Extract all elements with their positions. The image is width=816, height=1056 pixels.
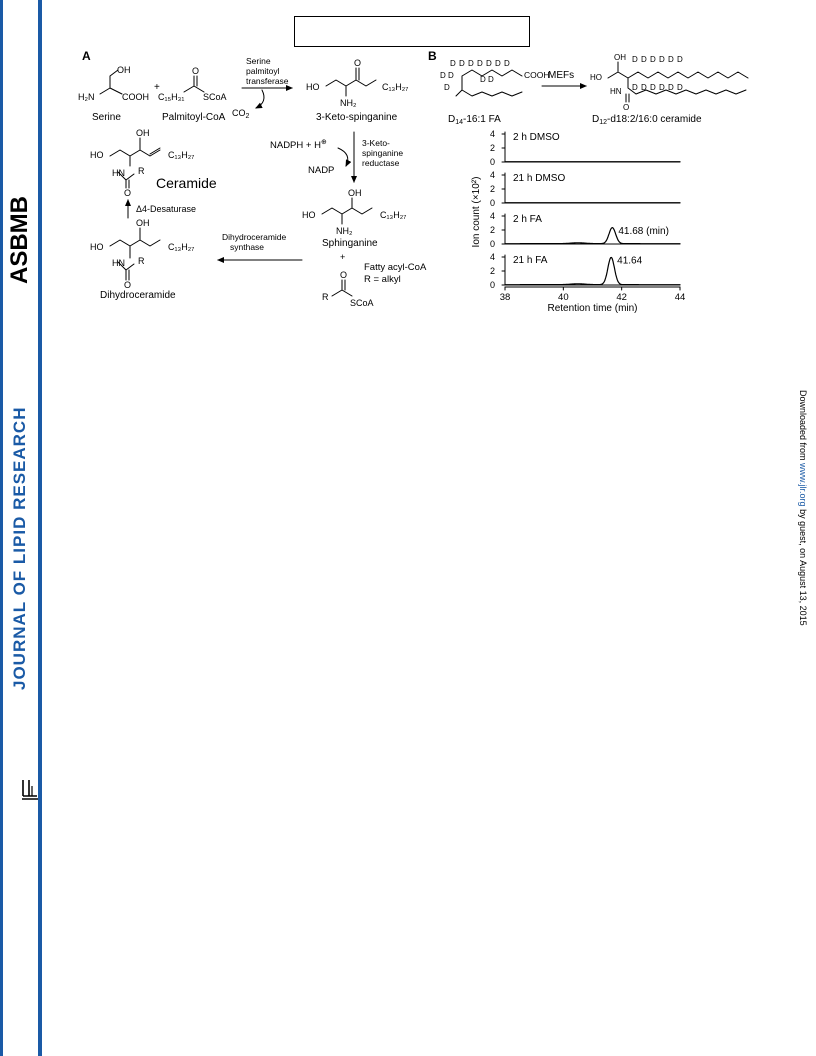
serine-h2n: H₂N [78,92,95,102]
dihydroceramide-o: O [124,280,132,290]
asbmb-logo: ASBMB [6,196,33,284]
enzyme2-line3: reductase [362,158,400,168]
keto-ho: HO [306,82,320,92]
sidebar-left-rule [0,0,3,1056]
dihydroceramide-hn: HN [112,258,125,268]
sphinganine-nh2: NH₂ [336,226,353,236]
enzyme1-line3: transferase [246,76,289,86]
acyl-structure [332,280,352,296]
peak-label-2: 41.68 (min) [618,225,669,237]
palmitoyl-scoa: SCoA [203,92,227,102]
plus-2: + [340,252,346,262]
fa-cooh: COOH [524,70,550,80]
y-tick-label-3-4: 4 [489,252,495,262]
jlr-logo-icon [20,778,40,800]
download-suffix: by guest, on August 13, 2015 [798,506,808,626]
enzyme3-line2: synthase [230,242,265,252]
panel-a-label: A [82,49,91,63]
x-tick-label-40: 40 [558,292,569,303]
enzyme2-line1: 3-Keto- [362,138,390,148]
d12-o: O [623,103,630,112]
mefs-label: MEFs [548,70,575,81]
dihydroceramide-label: Dihydroceramide [100,290,176,301]
y-tick-label-2-0: 0 [489,239,495,249]
nadph-label: NADPH + H⊕ [270,139,327,151]
y-tick-label-1-0: 0 [489,198,495,208]
enzyme2-line2: spinganine [362,148,404,158]
serine-label: Serine [92,112,121,123]
ceramide-chain: C₁₃H₂₇ [168,150,195,160]
d12-ho: HO [590,73,602,82]
enzyme3-line1: Dihydroceramide [222,232,287,242]
ceramide-hn: HN [112,168,125,178]
enzyme4-label: Δ4-Desaturase [136,204,197,214]
dihydroceramide-oh: OH [136,218,150,228]
y-tick-label-1-2: 2 [489,184,495,194]
co2-label: $CO_2$ [232,108,250,120]
journal-sidebar [0,0,42,1056]
plus-1: + [154,82,160,93]
series-label-3: 21 h FA [513,255,548,266]
series-label-1: 21 h DMSO [513,173,566,184]
r-alkyl-label: R = alkyl [364,274,401,285]
sphinganine-ho: HO [302,210,316,220]
keto-chain: C₁₃H₂₇ [382,82,409,92]
dihydroceramide-structure [110,228,160,280]
y-axis-label: Ion count (×10²) [471,176,482,248]
download-notice [796,390,808,670]
keto-structure [326,68,376,96]
palmitoyl-chain: C₁₅H₃₁ [158,92,185,102]
sphinganine-chain: C₁₃H₂₇ [380,210,407,220]
y-tick-label-1-4: 4 [489,170,495,180]
dihydroceramide-r: R [138,256,145,266]
keto-label: 3-Keto-spinganine [316,112,398,123]
enzyme1-line2: palmitoyl [246,66,280,76]
series-label-2: 2 h FA [513,214,542,225]
acyl-o: O [340,270,348,280]
d12-ceramide-structure [608,62,748,102]
y-tick-label-2-2: 2 [489,225,495,235]
ceramide-structure [110,138,160,188]
ceramide-label: Ceramide [156,175,217,191]
fa-deuteriums-left2: D [444,83,450,92]
sphinganine-oh: OH [348,188,362,198]
d12-hn: HN [610,87,622,96]
figure-svg [70,48,770,318]
d12-label: $D_{12}-d18:2/16:0$ ceramide [592,114,702,126]
y-tick-label-0-0: 0 [489,157,495,167]
sphinganine-label: Sphinganine [322,238,378,249]
y-tick-label-3-0: 0 [489,280,495,290]
serine-oh: OH [117,65,131,75]
sphinganine-structure [322,198,372,224]
title-box [294,16,530,47]
y-tick-label-3-2: 2 [489,266,495,276]
keto-nh2: NH₂ [340,98,357,108]
ceramide-oh: OH [136,128,150,138]
d12-deuteriums-bottom: D D D D D D [632,83,684,92]
figure [70,48,770,323]
nadp-label: NADP [308,165,335,176]
y-tick-label-0-4: 4 [489,129,495,139]
fa-deuteriums: D D D D D D D [450,59,511,68]
palmitoyl-label: Palmitoyl-CoA [162,112,226,123]
serine-cooh: COOH [122,92,149,102]
nadph-arrow [338,148,348,166]
palmitoyl-o: O [192,66,200,76]
enzyme1-line1: Serine [246,56,271,66]
acyl-scoa: SCoA [350,298,374,308]
fa-deuteriums-mid: D D [480,75,494,84]
dihydroceramide-ho: HO [90,242,104,252]
y-tick-label-2-4: 4 [489,211,495,221]
series-label-0: 2 h DMSO [513,132,560,143]
fatty-acyl-label: Fatty acyl-CoA [364,262,427,273]
ceramide-o: O [124,188,132,198]
keto-o: O [354,58,362,68]
chromatogram-chart [471,129,685,314]
download-prefix: Downloaded from [798,390,808,464]
jlr-link[interactable]: www.jlr.org [798,463,808,507]
x-tick-label-42: 42 [616,292,627,303]
panel-b-label: B [428,49,437,63]
x-axis-label: Retention time (min) [547,303,638,314]
ceramide-r: R [138,166,145,176]
fa-deuteriums-left: D D [440,71,454,80]
ceramide-ho: HO [90,150,104,160]
d12-oh: OH [614,53,626,62]
peak-label-3: 41.64 [617,255,643,267]
x-tick-label-44: 44 [674,292,686,303]
acyl-r: R [322,292,329,302]
journal-name: JOURNAL OF LIPID RESEARCH [10,406,29,690]
x-tick-label-38: 38 [499,292,511,303]
fa-label: $D_{14}-16:1$ FA [448,114,501,126]
y-tick-label-0-2: 2 [489,143,495,153]
dihydroceramide-chain: C₁₃H₂₇ [168,242,195,252]
d12-deuteriums-top: D D D D D D [632,55,684,64]
palmitoyl-structure [184,76,204,92]
sidebar-right-rule [38,0,42,1056]
co2-release-arrow [256,90,264,108]
